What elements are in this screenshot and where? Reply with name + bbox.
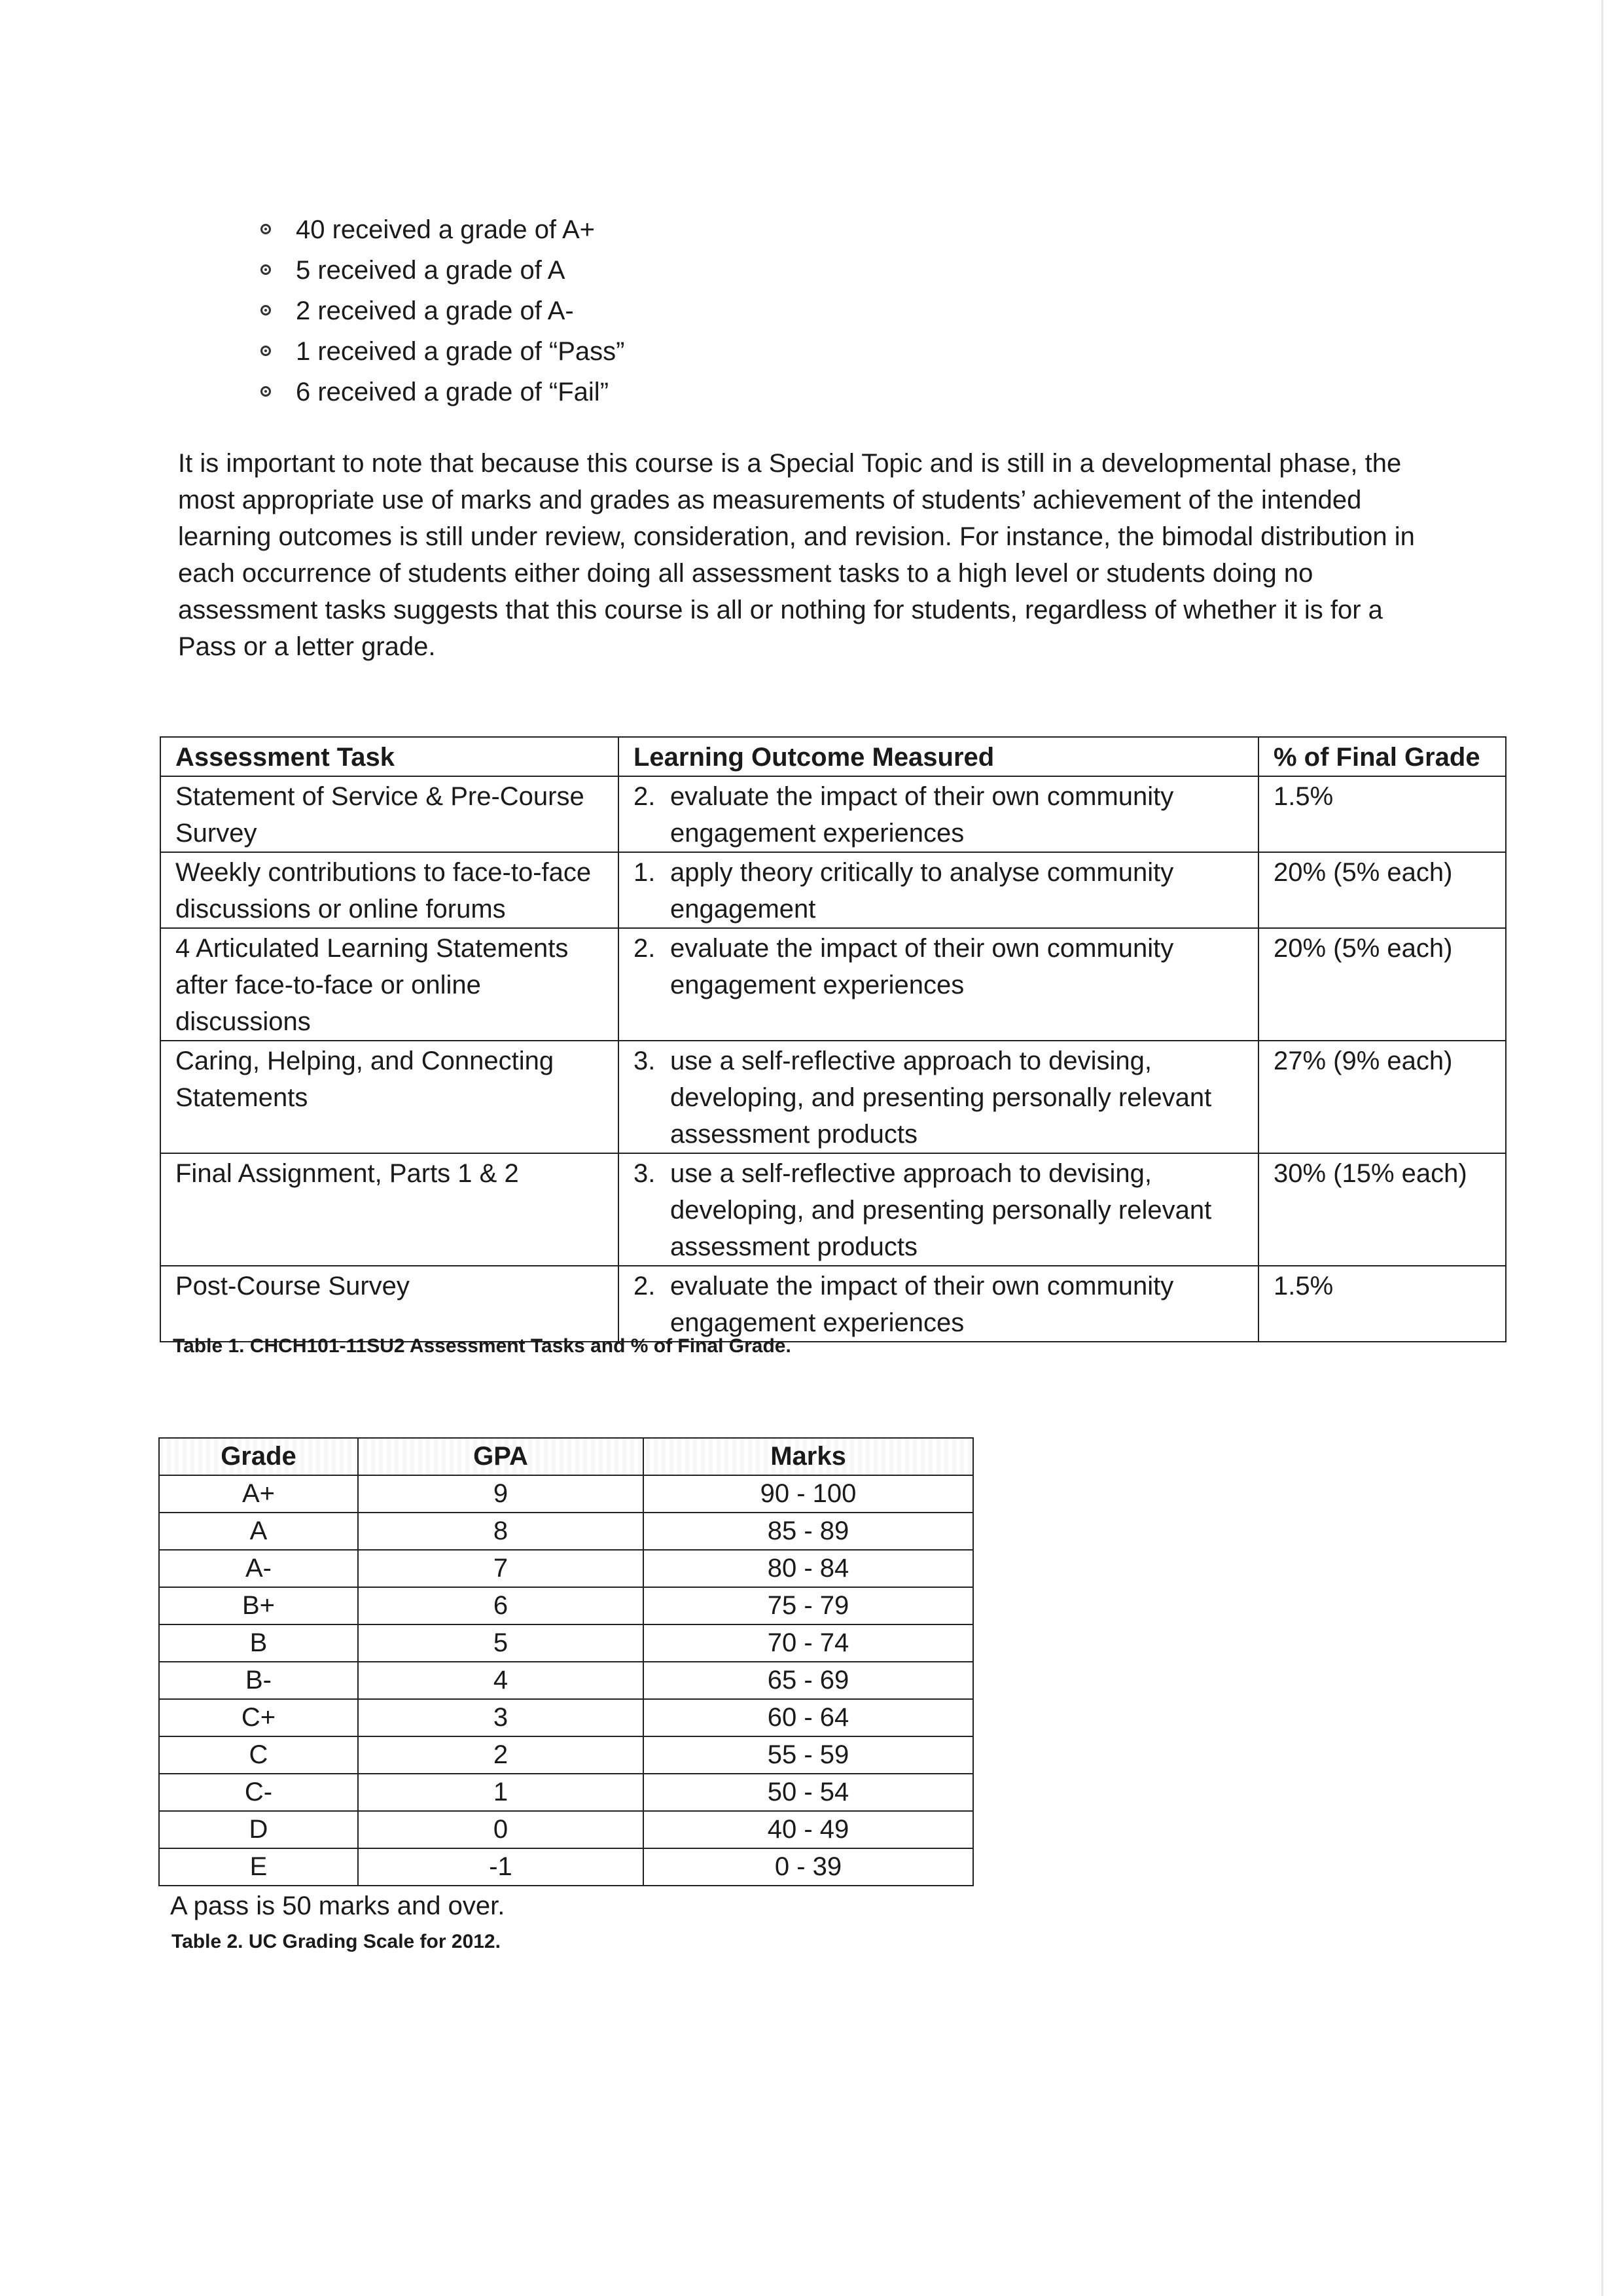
table-row [159, 1848, 973, 1886]
marks-cell: 0 - 39 [643, 1848, 973, 1886]
gpa-cell: 2 [358, 1736, 643, 1774]
marks-cell: 65 - 69 [643, 1662, 973, 1699]
bullet-icon [260, 346, 271, 356]
column-header-outcome: Learning Outcome Measured [618, 737, 1258, 776]
outcome-cell [618, 1153, 1258, 1266]
table-row [160, 1041, 1506, 1153]
table-row [159, 1475, 973, 1513]
table-row [159, 1774, 973, 1811]
gpa-cell: 0 [358, 1811, 643, 1848]
outcome-number: 3. [633, 1159, 656, 1188]
task-cell: Caring, Helping, and Connecting Statements [160, 1041, 618, 1153]
outcome-cell [618, 776, 1258, 852]
outcome-text: evaluate the impact of their own community engagement experiences [670, 1272, 1174, 1337]
column-header-grade: Grade [159, 1438, 358, 1475]
column-header-marks: Marks [643, 1438, 973, 1475]
table1-caption: Table 1. CHCH101-11SU2 Assessment Tasks and % of Final Grade. [173, 1335, 791, 1357]
table-row [159, 1624, 973, 1662]
outcome-text: evaluate the impact of their own community engagement experiences [670, 782, 1174, 848]
table-row [160, 1266, 1506, 1342]
marks-cell: 70 - 74 [643, 1624, 973, 1662]
table-row [159, 1736, 973, 1774]
marks-cell: 60 - 64 [643, 1699, 973, 1736]
table-row [159, 1550, 973, 1587]
grading-scale-table [158, 1437, 974, 1886]
gpa-cell: 3 [358, 1699, 643, 1736]
table-row [159, 1699, 973, 1736]
grade-cell: A+ [159, 1475, 358, 1513]
marks-cell: 55 - 59 [643, 1736, 973, 1774]
gpa-cell: -1 [358, 1848, 643, 1886]
grade-cell: C+ [159, 1699, 358, 1736]
outcome-number: 2. [633, 934, 656, 963]
outcome-number: 1. [633, 858, 656, 887]
task-cell: Weekly contributions to face-to-face discussions or online forums [160, 852, 618, 928]
bullet-item [260, 209, 624, 250]
task-cell: 4 Articulated Learning Statements after face-to-face or online discussions [160, 928, 618, 1041]
marks-cell: 40 - 49 [643, 1811, 973, 1848]
page-edge [1601, 0, 1603, 2296]
bullet-text: 40 received a grade of A+ [296, 215, 595, 244]
table-header-row [160, 737, 1506, 776]
marks-cell: 50 - 54 [643, 1774, 973, 1811]
table-row [160, 776, 1506, 852]
outcome-text: evaluate the impact of their own community engagement experiences [670, 934, 1174, 999]
outcome-text: use a self-reflective approach to devising, developing, and presenting personally relevant assessment products [670, 1047, 1212, 1149]
table2-caption: Table 2. UC Grading Scale for 2012. [171, 1931, 501, 1952]
task-cell: Final Assignment, Parts 1 & 2 [160, 1153, 618, 1266]
table-header-row [159, 1438, 973, 1475]
bullet-icon [260, 305, 271, 315]
gpa-cell: 1 [358, 1774, 643, 1811]
outcome-number: 3. [633, 1047, 656, 1075]
table-row [160, 928, 1506, 1041]
grade-cell: B [159, 1624, 358, 1662]
grade-cell: A- [159, 1550, 358, 1587]
bullet-item [260, 372, 624, 412]
percent-cell: 1.5% [1258, 1266, 1506, 1342]
column-header-percent: % of Final Grade [1258, 737, 1506, 776]
gpa-cell: 8 [358, 1513, 643, 1550]
bullet-text: 2 received a grade of A- [296, 296, 574, 325]
column-header-task: Assessment Task [160, 737, 618, 776]
bullet-text: 5 received a grade of A [296, 256, 565, 285]
table-row [160, 1153, 1506, 1266]
assessment-table [160, 736, 1507, 1342]
grade-cell: C- [159, 1774, 358, 1811]
outcome-cell [618, 1266, 1258, 1342]
percent-cell: 30% (15% each) [1258, 1153, 1506, 1266]
outcome-cell [618, 928, 1258, 1041]
percent-cell: 20% (5% each) [1258, 852, 1506, 928]
body-paragraph: It is important to note that because this course is a Special Topic and is still in a developmental phase, the most appropriate use of marks and grades as measurements of students’ achievement of the intended learning outcomes is still under review, consideration, and revision. For instance, the bimodal distribution in each occurrence of students either doing all assessment tasks to a high level or students doing no assessment tasks suggests that this course is all or nothing for students, regardless of whether it is for a Pass or a letter grade. [178, 449, 1415, 661]
bullet-text: 6 received a grade of “Fail” [296, 378, 609, 406]
table-row [159, 1513, 973, 1550]
bullet-item [260, 250, 624, 291]
outcome-cell [618, 852, 1258, 928]
outcome-text: use a self-reflective approach to devising, developing, and presenting personally relevant assessment products [670, 1159, 1212, 1261]
grade-cell: A [159, 1513, 358, 1550]
column-header-gpa: GPA [358, 1438, 643, 1475]
outcome-text: apply theory critically to analyse community engagement [670, 858, 1174, 924]
percent-cell: 20% (5% each) [1258, 928, 1506, 1041]
bullet-item [260, 331, 624, 372]
grade-bullet-list [260, 209, 624, 412]
table-row [159, 1662, 973, 1699]
gpa-cell: 5 [358, 1624, 643, 1662]
outcome-number: 2. [633, 1272, 656, 1300]
table-row [159, 1811, 973, 1848]
table-row [159, 1587, 973, 1624]
table-row [160, 852, 1506, 928]
task-cell: Statement of Service & Pre-Course Survey [160, 776, 618, 852]
grade-cell: D [159, 1811, 358, 1848]
percent-cell: 27% (9% each) [1258, 1041, 1506, 1153]
gpa-cell: 7 [358, 1550, 643, 1587]
gpa-cell: 9 [358, 1475, 643, 1513]
bullet-icon [260, 224, 271, 234]
marks-cell: 80 - 84 [643, 1550, 973, 1587]
grade-cell: B+ [159, 1587, 358, 1624]
outcome-number: 2. [633, 782, 656, 811]
gpa-cell: 6 [358, 1587, 643, 1624]
marks-cell: 75 - 79 [643, 1587, 973, 1624]
grade-cell: E [159, 1848, 358, 1886]
bullet-item [260, 291, 624, 331]
outcome-cell [618, 1041, 1258, 1153]
bullet-icon [260, 264, 271, 275]
gpa-cell: 4 [358, 1662, 643, 1699]
pass-note: A pass is 50 marks and over. [170, 1892, 505, 1920]
grade-cell: C [159, 1736, 358, 1774]
marks-cell: 85 - 89 [643, 1513, 973, 1550]
grade-cell: B- [159, 1662, 358, 1699]
percent-cell: 1.5% [1258, 776, 1506, 852]
bullet-icon [260, 386, 271, 397]
bullet-text: 1 received a grade of “Pass” [296, 337, 625, 366]
marks-cell: 90 - 100 [643, 1475, 973, 1513]
task-cell: Post-Course Survey [160, 1266, 618, 1342]
